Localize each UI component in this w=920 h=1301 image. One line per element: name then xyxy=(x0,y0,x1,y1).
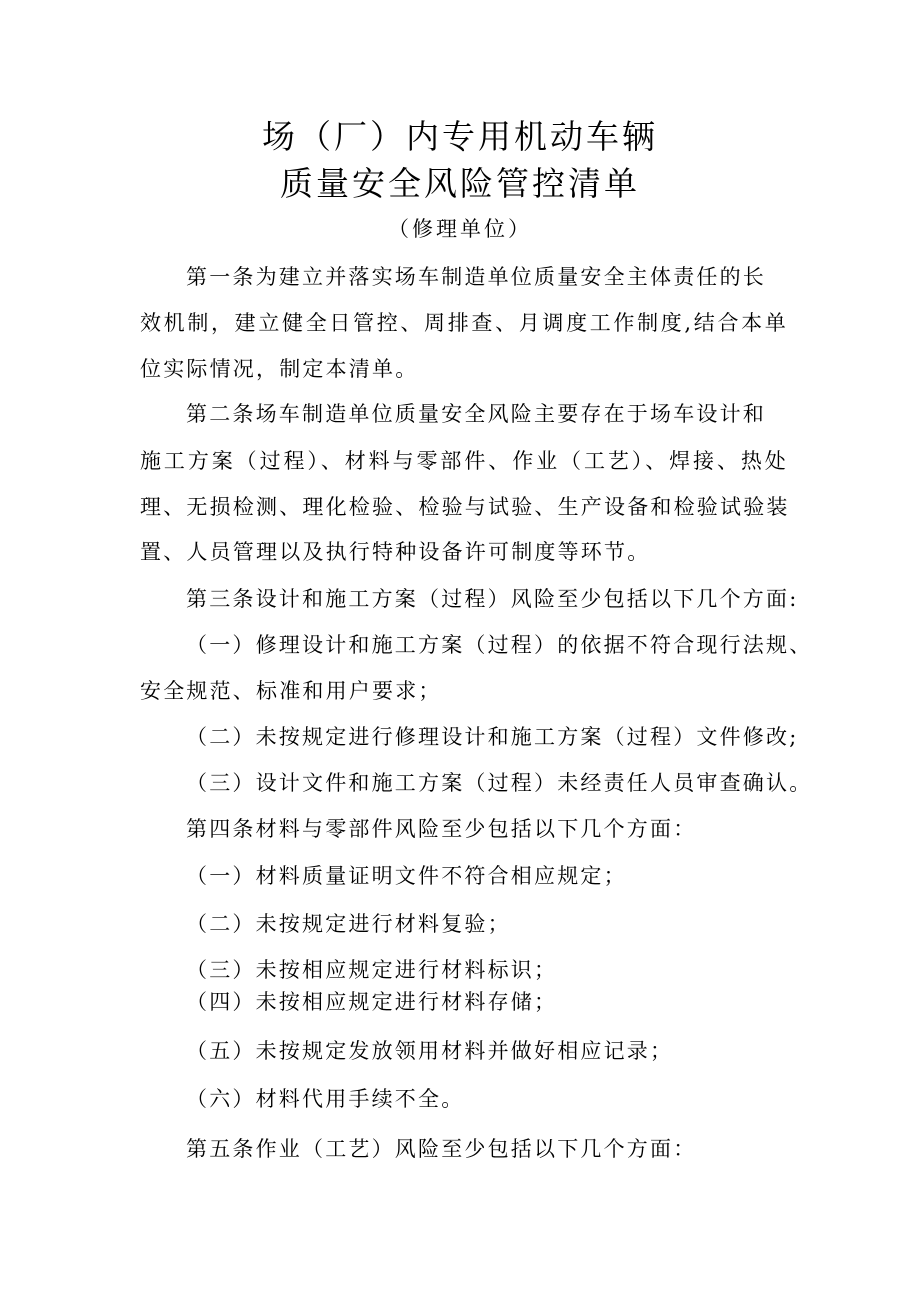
article-4-item-6: （六）材料代用手续不全。 xyxy=(186,1087,465,1111)
article-5-heading: 第五条作业（工艺）风险至少包括以下几个方面： xyxy=(186,1137,697,1161)
article-4-item-1: （一）材料质量证明文件不符合相应规定； xyxy=(186,864,627,888)
article-2-line-2: 施工方案（过程）、材料与零部件、作业（工艺）、焊接、热处 xyxy=(140,449,788,473)
article-3-item-2: （二）未按规定进行修理设计和施工方案（过程）文件修改; xyxy=(186,725,799,749)
article-2-line-4: 置、人员管理以及执行特种设备许可制度等环节。 xyxy=(140,540,651,564)
article-3-item-1-line-2: 安全规范、标准和用户要求； xyxy=(140,679,442,703)
document-subtitle: （修理单位） xyxy=(388,217,532,241)
article-3-heading: 第三条设计和施工方案（过程）风险至少包括以下几个方面: xyxy=(186,587,799,611)
article-2-line-3: 理、无损检测、理化检验、检验与试验、生产设备和检验试验装 xyxy=(140,495,790,519)
article-1-line-3: 位实际情况，制定本清单。 xyxy=(140,357,419,381)
article-4-item-5: （五）未按规定发放领用材料并做好相应记录； xyxy=(186,1039,674,1063)
article-1-line-1: 第一条为建立并落实场车制造单位质量安全主体责任的长 xyxy=(186,265,766,289)
article-3-item-1-line-1: （一）修理设计和施工方案（过程）的依据不符合现行法规、 xyxy=(186,633,813,657)
article-1-line-2: 效机制，建立健全日管控、周排查、月调度工作制度,结合本单 xyxy=(140,311,788,335)
article-4-item-4: （四）未按相应规定进行材料存储； xyxy=(186,990,558,1014)
article-4-heading: 第四条材料与零部件风险至少包括以下几个方面： xyxy=(186,817,697,841)
article-3-item-3: （三）设计文件和施工方案（过程）未经责任人员审查确认。 xyxy=(186,771,813,795)
article-4-item-3: （三）未按相应规定进行材料标识； xyxy=(186,958,558,982)
document-title-line-2: 质量安全风险管控清单 xyxy=(280,164,640,203)
article-2-line-1: 第二条场车制造单位质量安全风险主要存在于场车设计和 xyxy=(186,402,766,426)
document-title-line-1: 场（厂）内专用机动车辆 xyxy=(262,117,658,156)
article-4-item-2: （二）未按规定进行材料复验； xyxy=(186,912,511,936)
